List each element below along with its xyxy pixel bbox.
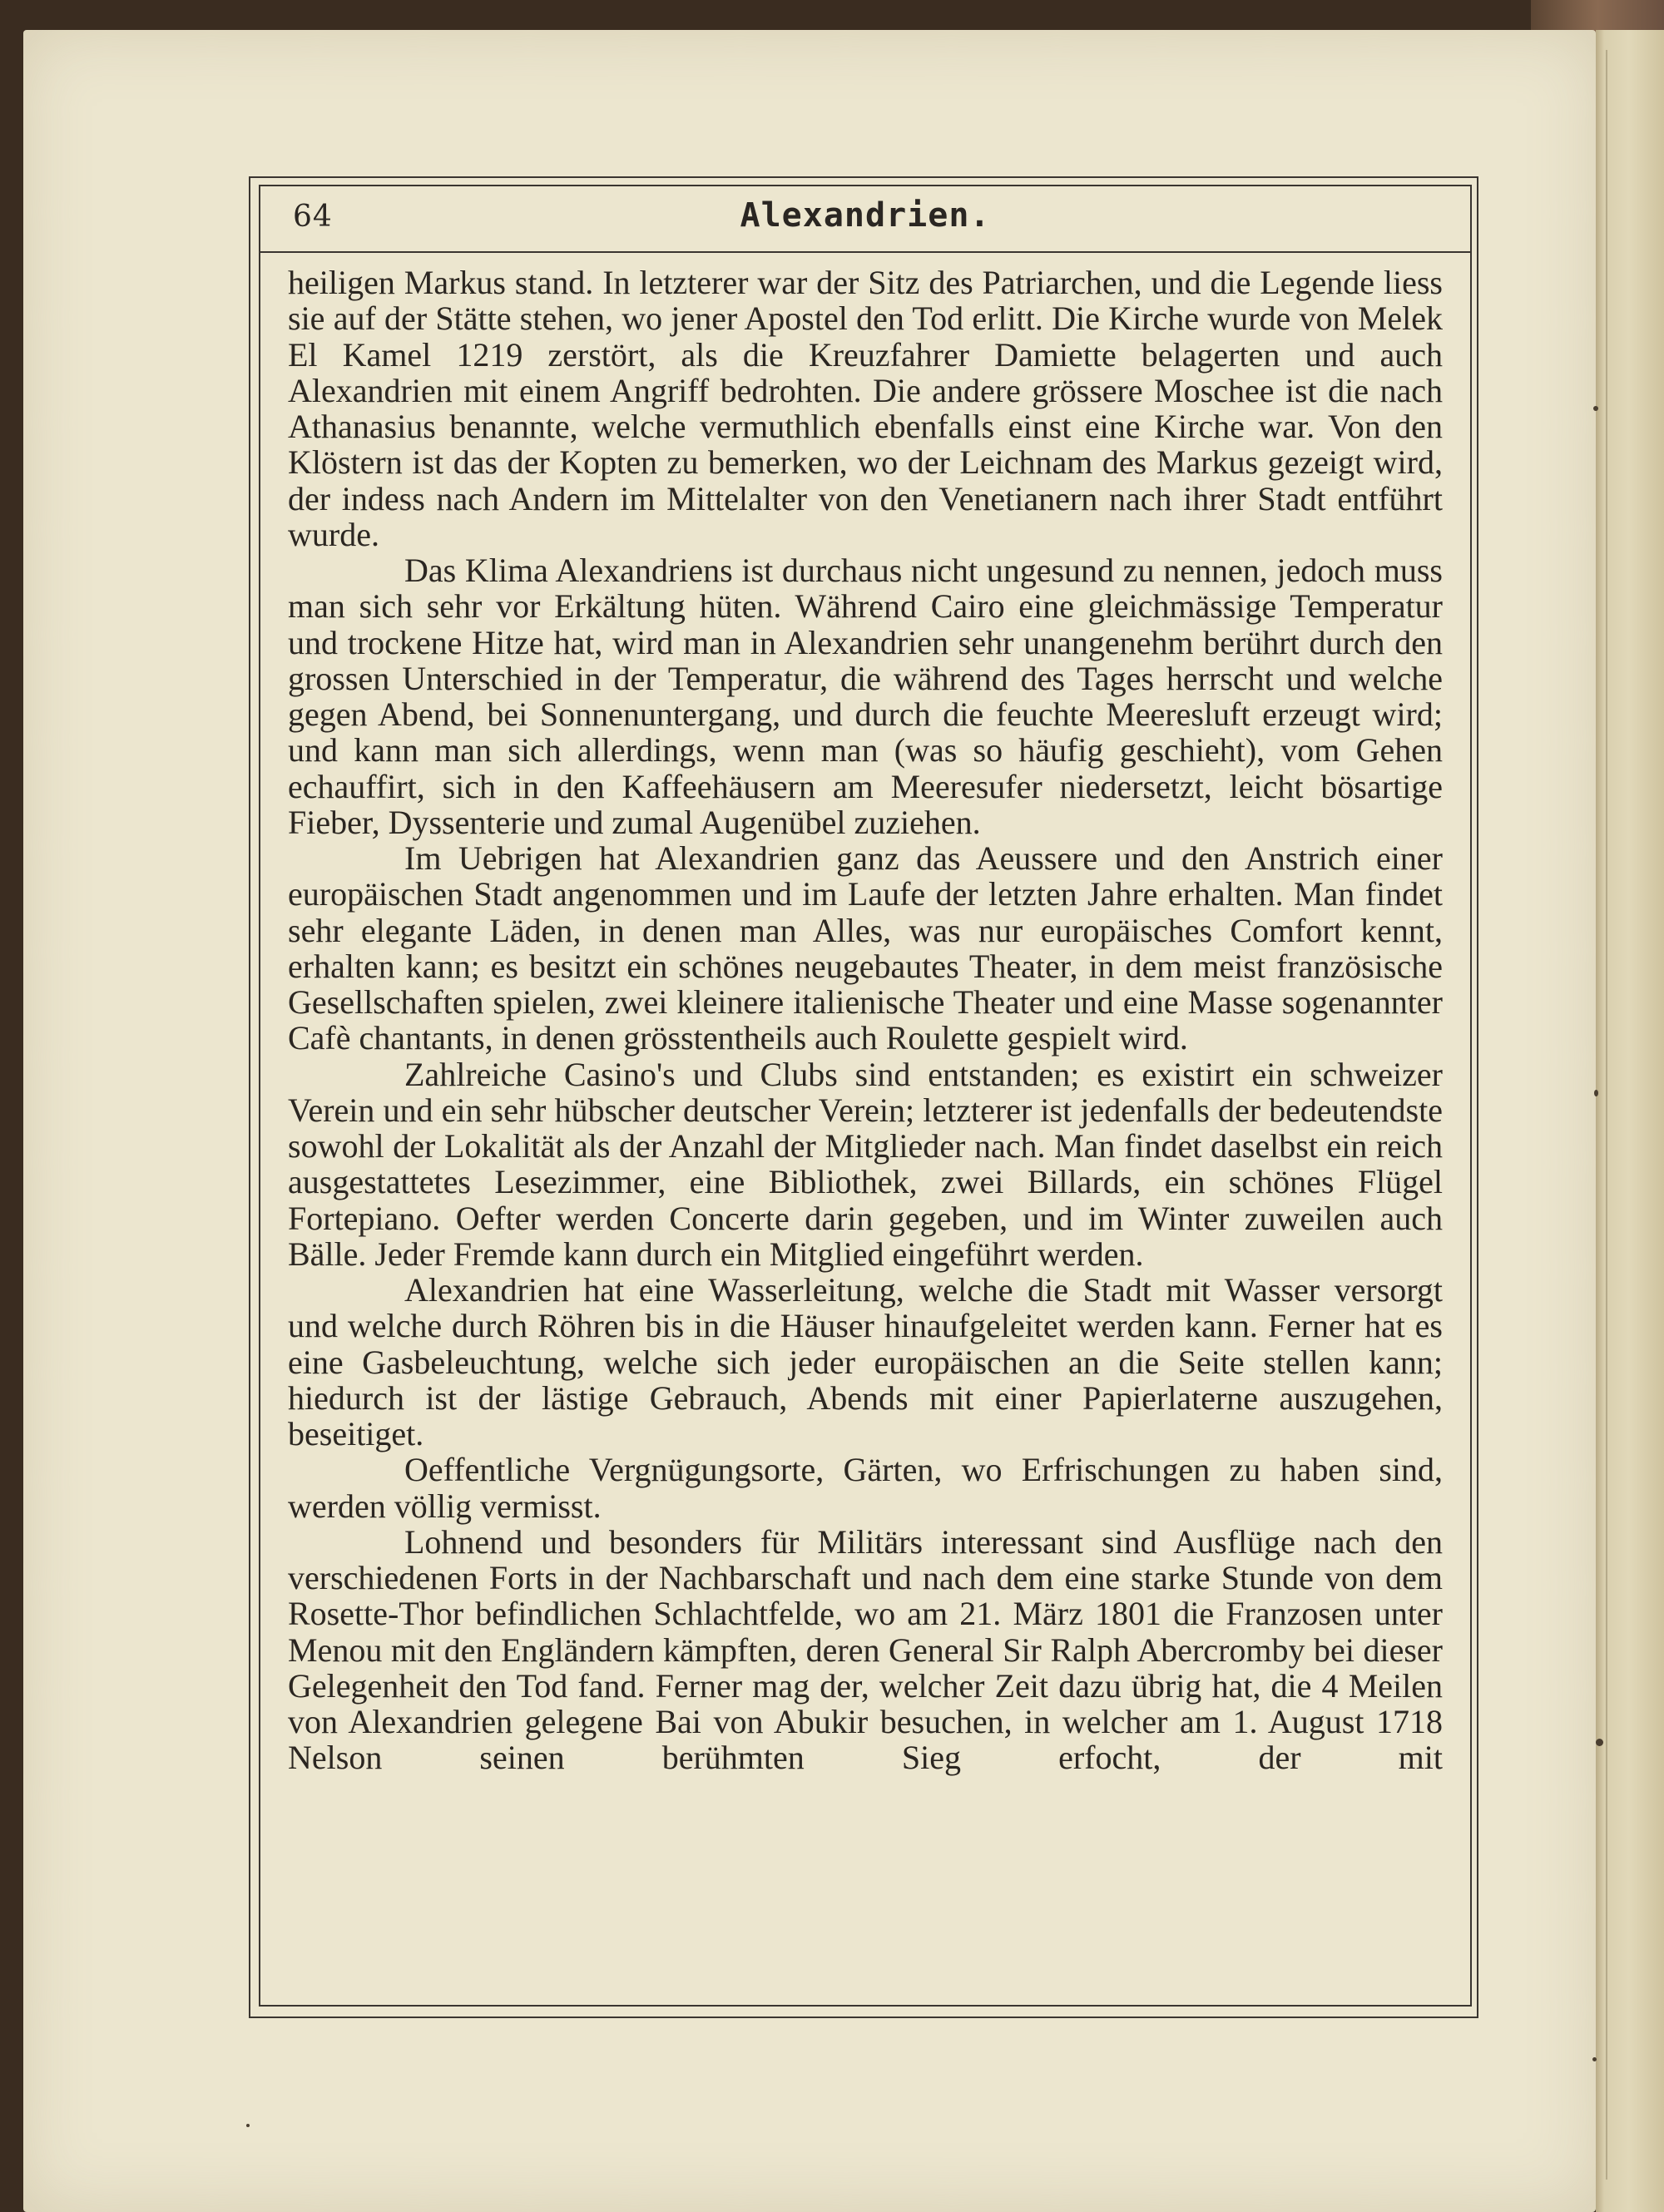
body-text [288, 265, 1443, 1776]
paragraph: Oeffentliche Vergnügungsorte, Gärten, wo Erfrischungen zu haben sind, werden völlig vermisst. [288, 1451, 1443, 1525]
paper-speck [246, 2124, 250, 2127]
paragraph: Das Klima Alexandriens ist durchaus nicht ungesund zu nennen, jedoch muss man sich sehr vor Erkältung hüten. Während Cairo eine gleichmässige Temperatur und trockene Hitze hat, wird man in Alexandrien sehr unangenehm berührt durch den grossen Unterschied in der Temperatur, die während des Tages herrscht und welche gegen Abend, bei Sonnenuntergang, und durch die feuchte Meeresluft erzeugt wird; und kann man sich allerdings, wenn man (was so häufig geschieht), vom Gehen echauffirt, sich in den Kaffeehäusern am Meeresufer niedersetzt, leicht bösartige Fieber, Dyssenterie und zumal Augenübel zuziehen. [288, 552, 1443, 841]
paragraph: Zahlreiche Casino's und Clubs sind entstanden; es existirt ein schweizer Verein und ein sehr hübscher deutscher Verein; letzterer ist jedenfalls der bedeutendste sowohl der Lokalität als der Anzahl der Mitglieder nach. Man findet daselbst ein reich ausgestattetes Lesezimmer, eine Bibliothek, zwei Billards, ein schönes Flügel Fortepiano. Oefter werden Concerte darin gegeben, und im Winter zuweilen auch Bälle. Jeder Fremde kann durch ein Mitglied eingeführt werden. [288, 1055, 1443, 1273]
header-rule [259, 251, 1472, 253]
paper-speck [1593, 406, 1598, 411]
paragraph: Alexandrien hat eine Wasserleitung, welche die Stadt mit Wasser versorgt und welche durch Röhren bis in die Häuser hinaufgeleitet werden kann. Ferner hat es eine Gasbeleuchtung, welche sich jeder europäischen an die Seite stellen kann; hiedurch ist der lästige Gebrauch, Abends mit einer Papierlaterne auszugehen, beseitiget. [288, 1271, 1443, 1452]
paper-speck [1594, 1090, 1598, 1096]
page-number: 64 [293, 200, 333, 234]
paragraph: Lohnend und besonders für Militärs interessant sind Ausflüge nach den verschiedenen Forts in der Nachbarschaft und nach dem eine starke Stunde von dem Rosette-Thor befindlichen Schlachtfelde, wo am 21. März 1801 die Franzosen unter Menou mit den Engländern kämpften, deren General Sir Ralph Abercromby bei dieser Gelegenheit den Tod fand. Ferner mag der, welcher Zeit dazu übrig hat, die 4 Meilen von Alexandrien gelegene Bai von Abukir besuchen, in welcher am 1. August 1718 Nelson seinen berühmten Sieg erfocht, der mit [288, 1522, 1443, 1777]
paragraph: Im Uebrigen hat Alexandrien ganz das Aeussere und den Anstrich einer europäischen Stadt angenommen und im Laufe der letzten Jahre erhalten. Man findet sehr elegante Läden, in denen man Alles, was nur europäisches Comfort kennt, erhalten kann; es besitzt ein schönes neugebautes Theater, in dem meist französische Gesellschaften spielen, zwei kleinere italienische Theater und eine Masse sogenannter Cafè chantants, in denen grösstentheils auch Roulette gespielt wird. [288, 839, 1443, 1057]
running-title: Alexandrien. [740, 196, 991, 235]
page-corner-shadow [1531, 0, 1664, 33]
paper-speck [1596, 1739, 1603, 1746]
page-gutter-line [1606, 50, 1607, 2180]
paper-speck [1592, 2057, 1597, 2061]
paragraph: heiligen Markus stand. In letzterer war der Sitz des Patriarchen, und die Legende liess sie auf der Stätte stehen, wo jener Apostel den Tod erlitt. Die Kirche wurde von Melek El Kamel 1219 zerstört, als die Kreuzfahrer Damiette belagerten und auch Alexandrien mit einem Angriff bedrohten. Die andere grössere Moschee ist die nach Athanasius benannte, welche vermuthlich ebenfalls einst eine Kirche war. Von den Klöstern ist das der Kopten zu bemerken, wo der Leichnam des Markus gezeigt wird, der indess nach Andern im Mittelalter von den Venetianern nach ihrer Stadt entführt wurde. [288, 264, 1443, 553]
